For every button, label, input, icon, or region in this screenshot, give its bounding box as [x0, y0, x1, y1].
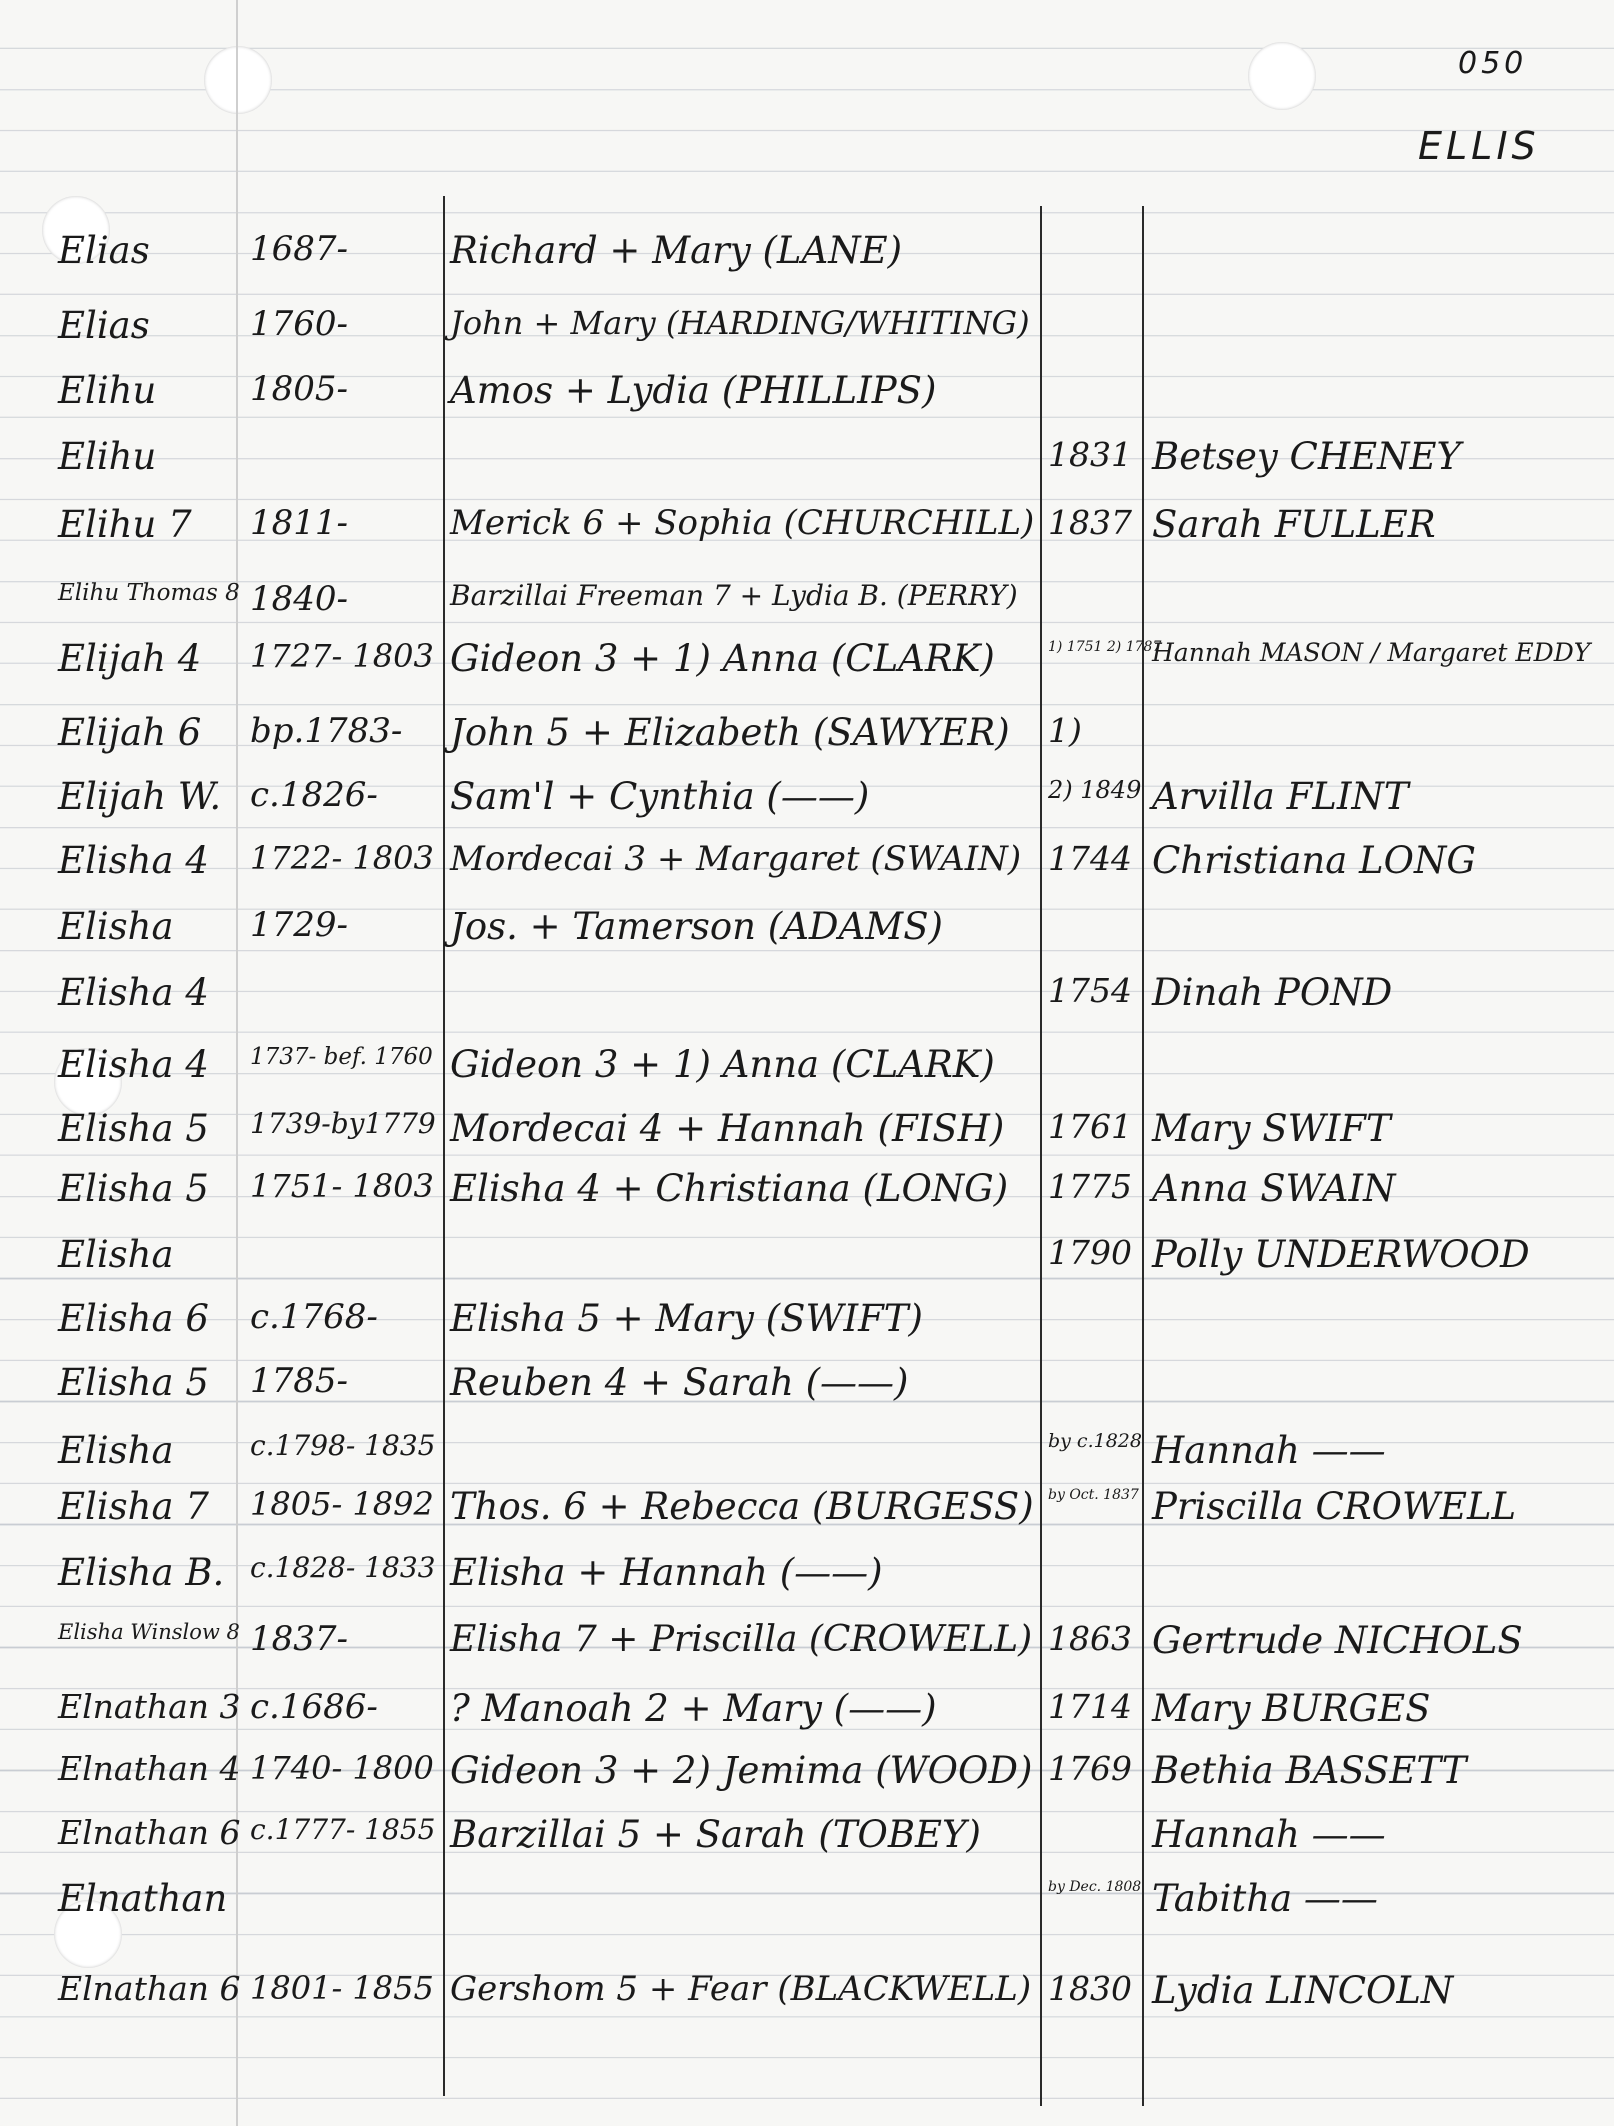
entry-name: Elijah 4 [58, 637, 202, 680]
entry-marriage-year: 1761 [1048, 1107, 1132, 1146]
table-row [0, 1297, 1614, 1360]
table-row [0, 503, 1614, 566]
entry-name: Elihu Thomas 8 [58, 580, 240, 606]
entry-parents: Thos. 6 + Rebecca (BURGESS) [450, 1485, 1034, 1528]
entry-parents: Barzillai Freeman 7 + Lydia B. (PERRY) [450, 579, 1018, 612]
entry-spouse: Polly UNDERWOOD [1152, 1233, 1530, 1276]
entry-dates: c.1828- 1833 [250, 1551, 436, 1584]
table-row [0, 229, 1614, 292]
entry-name: Elijah 6 [58, 711, 202, 754]
entry-marriage-year: 1744 [1048, 839, 1132, 878]
table-row [0, 775, 1614, 838]
table-row [0, 1687, 1614, 1750]
entry-name: Elnathan 6 [58, 1969, 241, 2008]
entry-marriage-year: 1830 [1048, 1969, 1132, 2008]
entry-dates: 1805- [250, 369, 349, 409]
entry-spouse: Hannah —— [1152, 1813, 1386, 1856]
entry-dates: 1727- 1803 [250, 637, 434, 675]
table-row [0, 1619, 1614, 1682]
entry-dates: 1739-by1779 [250, 1107, 436, 1140]
table-row [0, 637, 1614, 700]
entry-dates: c.1768- [250, 1297, 378, 1337]
entry-spouse: Dinah POND [1152, 971, 1393, 1014]
table-row [0, 435, 1614, 498]
entry-parents: Barzillai 5 + Sarah (TOBEY) [450, 1813, 981, 1856]
surname-heading: ELLIS [1418, 124, 1540, 168]
table-row [0, 369, 1614, 432]
entry-parents: Amos + Lydia (PHILLIPS) [450, 369, 937, 412]
entry-name: Elisha 4 [58, 1043, 209, 1086]
table-row [0, 1969, 1614, 2032]
entry-marriage-year: 1) [1048, 711, 1082, 750]
table-row [0, 579, 1614, 642]
entry-dates: c.1798- 1835 [250, 1429, 436, 1462]
entry-dates: 1737- bef. 1760 [250, 1044, 433, 1070]
entry-marriage-year: 1754 [1048, 971, 1132, 1010]
entry-marriage-year: by Dec. 1808 [1048, 1879, 1142, 1895]
entry-dates: 1729- [250, 905, 349, 945]
entry-dates: 1811- [250, 503, 349, 543]
entry-marriage-year: 1769 [1048, 1749, 1132, 1788]
entry-name: Elisha [58, 1233, 174, 1276]
table-row [0, 1813, 1614, 1876]
entry-name: Elisha Winslow 8 [58, 1620, 240, 1644]
entry-dates: 1785- [250, 1361, 349, 1401]
entry-dates: c.1686- [250, 1687, 378, 1727]
entry-name: Elias [58, 229, 150, 272]
table-row [0, 711, 1614, 774]
entry-spouse: Sarah FULLER [1152, 503, 1436, 546]
entry-name: Elisha [58, 905, 174, 948]
table-row [0, 1361, 1614, 1424]
entry-dates: c.1826- [250, 775, 378, 815]
entry-parents: Mordecai 4 + Hannah (FISH) [450, 1107, 1005, 1150]
table-row [0, 1107, 1614, 1170]
entry-spouse: Christiana LONG [1152, 839, 1476, 882]
page-number: 050 [1458, 46, 1528, 81]
entry-name: Elisha 7 [58, 1485, 209, 1528]
entry-spouse: Bethia BASSETT [1152, 1749, 1467, 1792]
entry-spouse: Mary SWIFT [1152, 1107, 1391, 1150]
entry-spouse: Gertrude NICHOLS [1152, 1619, 1523, 1662]
entry-name: Elias [58, 304, 150, 347]
table-row [0, 1043, 1614, 1106]
entry-spouse: Hannah MASON / Margaret EDDY [1152, 638, 1591, 667]
entry-name: Elnathan 6 [58, 1813, 241, 1852]
entry-parents: Merick 6 + Sophia (CHURCHILL) [450, 503, 1035, 543]
entry-parents: Gideon 3 + 2) Jemima (WOOD) [450, 1749, 1033, 1792]
entry-parents: John 5 + Elizabeth (SAWYER) [450, 711, 1010, 754]
entry-name: Elisha 6 [58, 1297, 209, 1340]
entry-name: Elisha 4 [58, 839, 209, 882]
entry-dates: 1722- 1803 [250, 839, 434, 877]
entry-marriage-year: by Oct. 1837 [1048, 1487, 1139, 1503]
entry-dates: c.1777- 1855 [250, 1813, 436, 1846]
entry-spouse: Arvilla FLINT [1152, 775, 1409, 818]
entry-dates: 1837- [250, 1619, 349, 1659]
table-row [0, 839, 1614, 902]
entry-dates: 1760- [250, 304, 349, 344]
entry-dates: 1687- [250, 229, 349, 269]
entry-parents: Elisha + Hannah (——) [450, 1551, 883, 1594]
entry-dates: 1801- 1855 [250, 1969, 434, 2007]
table-row [0, 1233, 1614, 1296]
table-row [0, 1429, 1614, 1492]
entry-spouse: Mary BURGES [1152, 1687, 1431, 1730]
entry-marriage-year: 1714 [1048, 1687, 1132, 1726]
entry-parents: Elisha 5 + Mary (SWIFT) [450, 1297, 923, 1340]
entry-name: Elnathan 3 [58, 1687, 241, 1726]
entry-parents: Elisha 4 + Christiana (LONG) [450, 1167, 1009, 1210]
table-row [0, 1749, 1614, 1812]
entry-name: Elihu [58, 435, 157, 478]
entry-name: Elisha 4 [58, 971, 209, 1014]
entry-marriage-year: 1831 [1048, 435, 1132, 474]
entry-parents: Gideon 3 + 1) Anna (CLARK) [450, 1043, 995, 1086]
table-row [0, 1551, 1614, 1614]
entry-name: Elisha [58, 1429, 174, 1472]
table-row [0, 1877, 1614, 1940]
entry-spouse: Tabitha —— [1152, 1877, 1378, 1920]
table-row [0, 971, 1614, 1034]
entry-spouse: Anna SWAIN [1152, 1167, 1396, 1210]
entry-name: Elijah W. [58, 775, 222, 818]
table-row [0, 1167, 1614, 1230]
entry-parents: Mordecai 3 + Margaret (SWAIN) [450, 839, 1022, 879]
entry-parents: Sam'l + Cynthia (——) [450, 775, 870, 818]
entry-marriage-year: 1837 [1048, 503, 1132, 542]
table-row [0, 905, 1614, 968]
entry-name: Elisha 5 [58, 1361, 209, 1404]
entry-spouse: Hannah —— [1152, 1429, 1386, 1472]
punch-hole [1248, 42, 1316, 110]
entry-name: Elisha 5 [58, 1107, 209, 1150]
entry-name: Elnathan 4 [58, 1749, 241, 1788]
entry-parents: John + Mary (HARDING/WHITING) [450, 304, 1030, 342]
entry-marriage-year: 2) 1849 [1048, 776, 1142, 804]
entry-parents: Gideon 3 + 1) Anna (CLARK) [450, 637, 995, 680]
entry-dates: 1751- 1803 [250, 1167, 434, 1205]
entry-parents: Richard + Mary (LANE) [450, 229, 903, 272]
entry-parents: Elisha 7 + Priscilla (CROWELL) [450, 1619, 1033, 1660]
entry-name: Elisha B. [58, 1551, 225, 1594]
entry-parents: ? Manoah 2 + Mary (——) [450, 1687, 937, 1730]
entry-name: Elihu 7 [58, 503, 192, 546]
punch-hole [204, 46, 272, 114]
entry-marriage-year: 1775 [1048, 1167, 1132, 1206]
entry-name: Elnathan [58, 1877, 228, 1920]
entry-dates: 1840- [250, 579, 349, 619]
entry-marriage-year: by c.1828 [1048, 1430, 1142, 1452]
entry-marriage-year: 1) 1751 2) 1787 [1048, 639, 1162, 655]
entry-dates: 1740- 1800 [250, 1749, 434, 1787]
entry-name: Elisha 5 [58, 1167, 209, 1210]
entry-spouse: Lydia LINCOLN [1152, 1969, 1454, 2012]
entry-marriage-year: 1790 [1048, 1233, 1132, 1272]
table-row [0, 1485, 1614, 1548]
table-row [0, 304, 1614, 367]
entry-parents: Reuben 4 + Sarah (——) [450, 1361, 909, 1404]
entry-dates: bp.1783- [250, 711, 403, 751]
entry-parents: Gershom 5 + Fear (BLACKWELL) [450, 1969, 1032, 2009]
entry-spouse: Betsey CHENEY [1152, 435, 1461, 478]
entry-marriage-year: 1863 [1048, 1619, 1132, 1658]
entry-spouse: Priscilla CROWELL [1152, 1485, 1517, 1528]
entry-dates: 1805- 1892 [250, 1485, 434, 1523]
entry-parents: Jos. + Tamerson (ADAMS) [450, 905, 943, 948]
entry-name: Elihu [58, 369, 157, 412]
